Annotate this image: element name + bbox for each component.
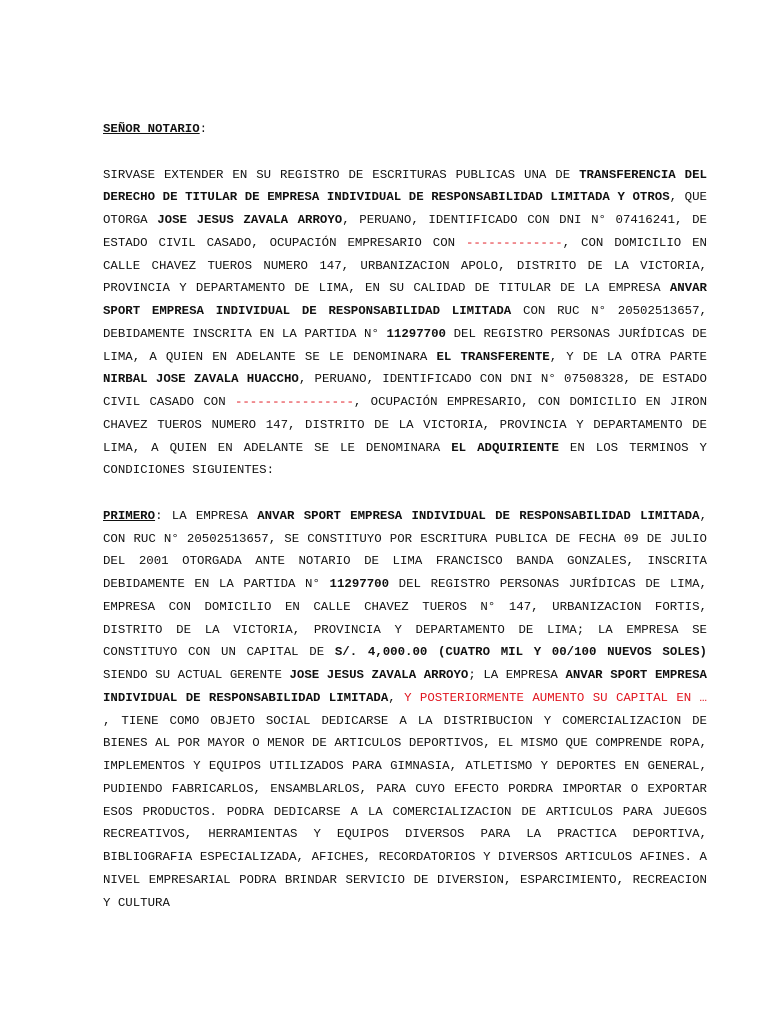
p1-run: ---------------- [234, 395, 354, 409]
p1-run: , OCUPACIÓN EMPRESARIO, CON DOMICILIO EN JIRON CHAVEZ TUEROS NUMERO 147, DISTRITO DE LA VICTORIA, PROVINCIA Y DEPARTAMENTO DE LIMA, A QUIEN EN ADELANTE SE LE DENOMINARA [103, 395, 708, 455]
p1-run: , Y DE LA OTRA PARTE [549, 349, 707, 364]
p1-run: , QUE OTORGA [103, 190, 707, 227]
p2-run: ANVAR SPORT EMPRESA INDIVIDUAL DE RESPONSABILIDAD LIMITADA [257, 508, 700, 523]
p1-run: JOSE JESUS ZAVALA ARROYO [157, 213, 343, 227]
p2-run: ; LA EMPRESA [468, 668, 566, 682]
spacer [103, 141, 707, 164]
p1-run: EL ADQUIRIENTE [451, 440, 559, 455]
p1-run: ANVAR SPORT EMPRESA INDIVIDUAL DE RESPONSABILIDAD LIMITADA [103, 281, 707, 318]
p2-run: DEL REGISTRO PERSONAS JURÍDICAS DE LIMA, EMPRESA CON DOMICILIO EN CALLE CHAVEZ TUEROS N° 147, URBANIZACION FORTIS, DISTRITO DE LA VICTORIA, PROVINCIA Y DEPARTAMENTO DE LIMA; LA EMPRESA SE CONSTITUYO CON UN CAPITAL DE [103, 577, 707, 660]
p2-run: S/. 4,000.00 (CUATRO MIL Y 00/100 NUEVOS SOLES) [334, 645, 707, 660]
p1-run: ------------- [466, 235, 563, 250]
p1-run: , PERUANO, IDENTIFICADO CON DNI N° 07416241, DE ESTADO CIVIL CASADO, OCUPACIÓN EMPRESARIO CON [103, 213, 707, 250]
p2-run: : LA EMPRESA [155, 508, 258, 523]
p1-run: , PERUANO, IDENTIFICADO CON DNI N° 07508328, DE ESTADO CIVIL CASADO CON [103, 372, 707, 409]
p2-run: SIENDO SU ACTUAL GERENTE [103, 668, 290, 682]
p1-run: CON RUC N° 20502513657, DEBIDAMENTE INSCRITA EN LA PARTIDA N° [103, 304, 707, 341]
p1-run: DEL REGISTRO PERSONAS JURÍDICAS DE LIMA, A QUIEN EN ADELANTE SE LE DENOMINARA [103, 326, 707, 364]
spacer [103, 482, 707, 505]
p2-run: JOSE JESUS ZAVALA ARROYO [289, 668, 469, 682]
p1-run: SIRVASE EXTENDER EN SU REGISTRO DE ESCRITURAS PUBLICAS UNA DE [103, 167, 580, 182]
p1-run: , CON DOMICILIO EN CALLE CHAVEZ TUEROS NUMERO 147, URBANIZACION APOLO, DISTRITO DE LA VICTORIA, PROVINCIA Y DEPARTAMENTO DE LIMA, EN SU CALIDAD DE TITULAR DE LA EMPRESA [103, 235, 707, 296]
heading-label: SEÑOR NOTARIO [103, 122, 200, 136]
p2-run: , CON RUC N° 20502513657, SE CONSTITUYO POR ESCRITURA PUBLICA DE FECHA 09 DE JULIO DEL 2001 OTORGADA ANTE NOTARIO DE LIMA FRANCISCO BANDA GONZALES, INSCRITA DEBIDAMENTE EN LA PARTIDA N° [103, 508, 707, 591]
p2-run: , [388, 690, 405, 705]
p1-run: EL TRANSFERENTE [436, 349, 550, 364]
p2-run: PRIMERO [103, 508, 156, 523]
p1-run: NIRBAL JOSE ZAVALA HUACCHO [103, 372, 299, 387]
document-page [103, 118, 707, 914]
p2-run: 11297700 [329, 577, 390, 591]
p2-run: ANVAR SPORT EMPRESA INDIVIDUAL DE RESPONSABILIDAD LIMITADA [103, 668, 707, 705]
p1-run: TRANSFERENCIA DEL DERECHO DE TITULAR DE EMPRESA INDIVIDUAL DE RESPONSABILIDAD LIMITADA Y OTROS [103, 167, 707, 205]
p1-run: 11297700 [386, 326, 446, 341]
p1-run: EN LOS TERMINOS Y CONDICIONES SIGUIENTES: [103, 440, 707, 478]
paragraph-intro [103, 164, 707, 483]
p2-run: , TIENE COMO OBJETO SOCIAL DEDICARSE A LA DISTRIBUCION Y COMERCIALIZACION DE BIENES AL POR MAYOR O MENOR DE ARTICULOS DEPORTIVOS, EL MISMO QUE COMPRENDE ROPA, IMPLEMENTOS Y EQUIPOS UTILIZADOS PARA GIMNASIA, ATLETISMO Y DEPORTES EN GENERAL, PUDIENDO FABRICARLOS, ENSAMBLARLOS, PARA CUYO EFECTO PORDRA IMPORTAR O EXPORTAR ESOS PRODUCTOS. PODRA DEDICARSE A LA COMERCIALIZACION DE ARTICULOS PARA JUEGOS RECREATIVOS, HERRAMIENTAS Y EQUIPOS DIVERSOS PARA LA PRACTICA DEPORTIVA, BIBLIOGRAFIA ESPECIALIZADA, AFICHES, RECORDATORIOS Y DIVERSOS ARTICULOS AFINES. A NIVEL EMPRESARIAL PODRA BRINDAR SERVICIO DE DIVERSION, ESPARCIMIENTO, RECREACION Y CULTURA [103, 713, 707, 910]
paragraph-primero [103, 505, 707, 915]
heading [103, 118, 707, 141]
heading-colon: : [199, 122, 208, 136]
p2-run: Y POSTERIORMENTE AUMENTO SU CAPITAL EN … [404, 690, 707, 705]
